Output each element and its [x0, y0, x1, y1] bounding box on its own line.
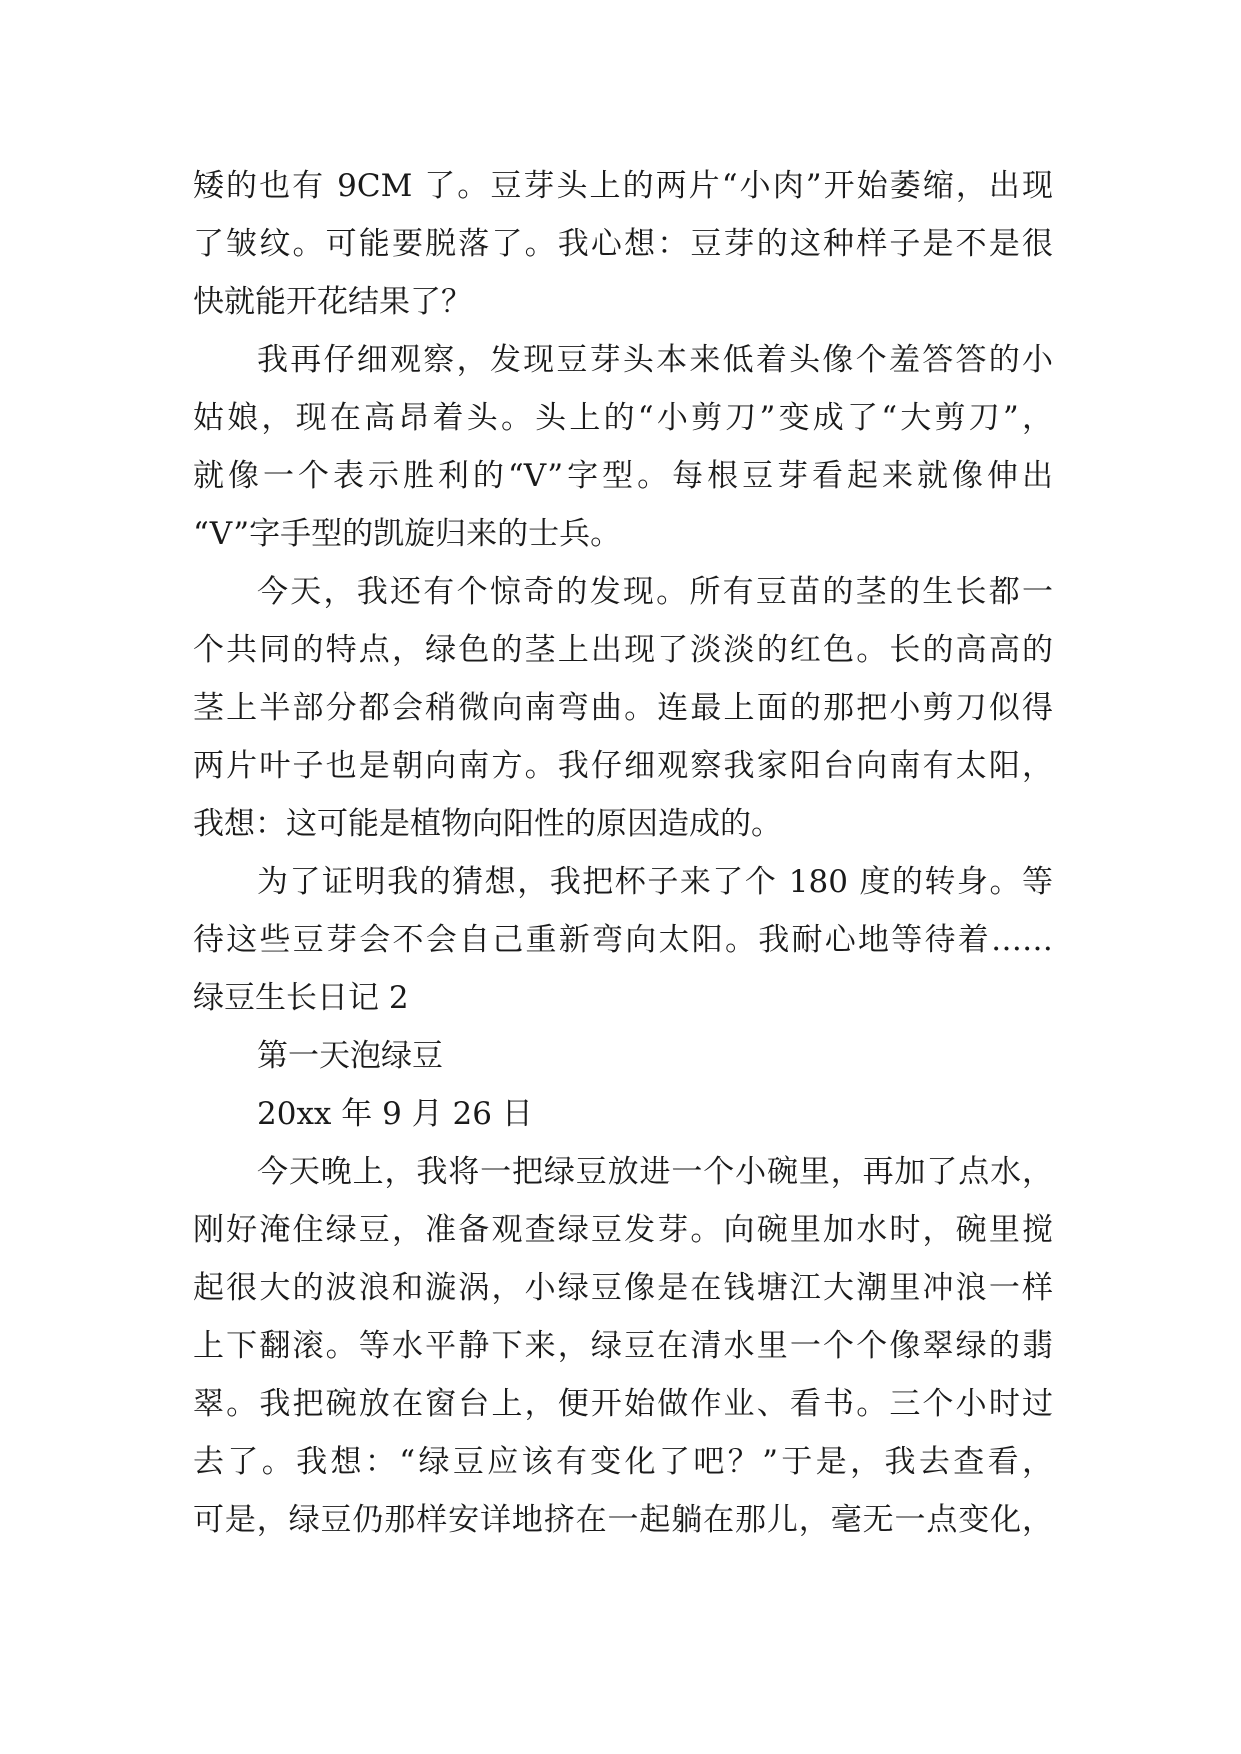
paragraph-first-line: 我再仔细观察，发现豆芽头本来低着头像个羞答答的小: [257, 342, 1053, 378]
text-line: 翠。我把碗放在窗台上，便开始做作业、看书。三个小时过: [193, 1386, 1053, 1422]
text-line: 茎上半部分都会稍微向南弯曲。连最上面的那把小剪刀似得: [193, 690, 1053, 726]
text-line: 快就能开花结果了？: [193, 284, 472, 320]
text-line: 两片叶子也是朝向南方。我仔细观察我家阳台向南有太阳，: [193, 748, 1053, 784]
text-line: 个共同的特点，绿色的茎上出现了淡淡的红色。长的高高的: [193, 632, 1053, 668]
entry-heading: 第一天泡绿豆: [257, 1038, 443, 1074]
text-line: “V”字手型的凯旋归来的士兵。: [193, 516, 622, 552]
text-line: 了皱纹。可能要脱落了。我心想：豆芽的这种样子是不是很: [193, 226, 1053, 262]
text-line: 姑娘，现在高昂着头。头上的“小剪刀”变成了“大剪刀”，: [193, 400, 1053, 436]
text-line: 就像一个表示胜利的“V”字型。每根豆芽看起来就像伸出: [193, 458, 1053, 494]
text-line: 矮的也有 9CM 了。豆芽头上的两片“小肉”开始萎缩，出现: [193, 168, 1053, 204]
paragraph-first-line: 今天，我还有个惊奇的发现。所有豆苗的茎的生长都一: [257, 574, 1053, 610]
entry-date: 20xx 年 9 月 26 日: [257, 1096, 533, 1132]
text-line: 去了。我想：“绿豆应该有变化了吧？”于是，我去查看，: [193, 1444, 1053, 1480]
paragraph-first-line: 今天晚上，我将一把绿豆放进一个小碗里，再加了点水，: [257, 1154, 1053, 1190]
paragraph-first-line: 为了证明我的猜想，我把杯子来了个 180 度的转身。等: [257, 864, 1053, 900]
section-title: 绿豆生长日记 2: [193, 980, 409, 1016]
text-line: 可是，绿豆仍那样安详地挤在一起躺在那儿，毫无一点变化，: [193, 1502, 1053, 1538]
text-line: 起很大的波浪和漩涡，小绿豆像是在钱塘江大潮里冲浪一样: [193, 1270, 1053, 1306]
text-line: 我想：这可能是植物向阳性的原因造成的。: [193, 806, 782, 842]
text-line: 刚好淹住绿豆，准备观查绿豆发芽。向碗里加水时，碗里搅: [193, 1212, 1053, 1248]
text-line: 待这些豆芽会不会自己重新弯向太阳。我耐心地等待着……: [193, 922, 1053, 958]
text-line: 上下翻滚。等水平静下来，绿豆在清水里一个个像翠绿的翡: [193, 1328, 1053, 1364]
